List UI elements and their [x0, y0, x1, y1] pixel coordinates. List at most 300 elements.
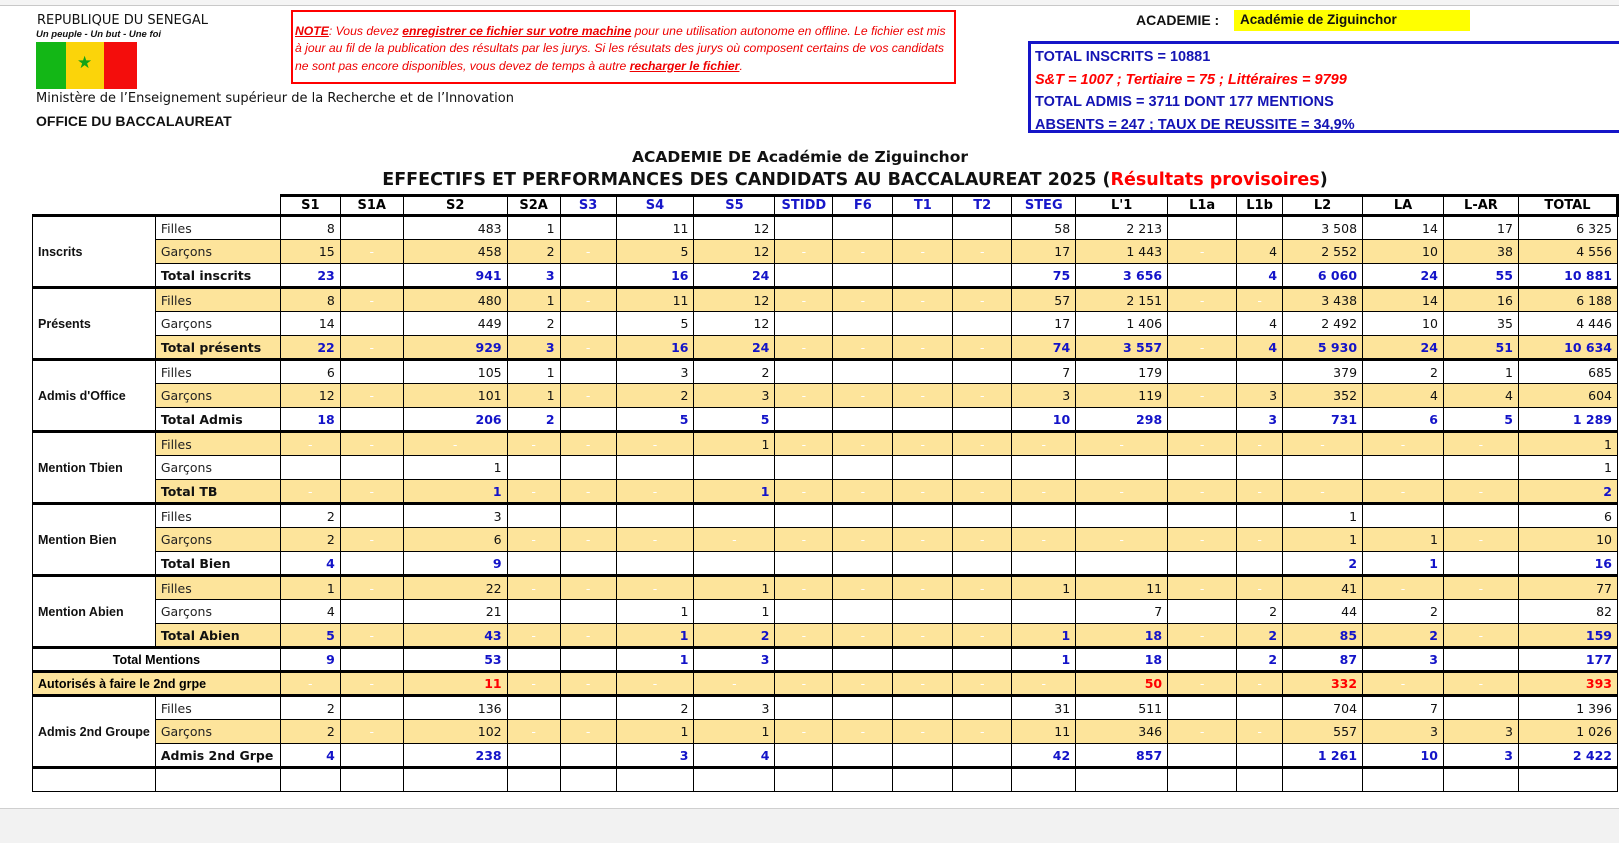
cell-s1a: - — [340, 480, 403, 504]
cell-l1a — [1168, 600, 1237, 624]
cell-l1a: - — [1168, 480, 1237, 504]
cell-s1: 4 — [280, 600, 340, 624]
cell-total: 177 — [1518, 648, 1617, 672]
cell-s4 — [616, 504, 694, 528]
cell-s1: 2 — [280, 528, 340, 552]
cell-stidd: - — [775, 672, 833, 696]
row-label: Total présents — [155, 336, 280, 360]
cell-la: 14 — [1363, 288, 1444, 312]
autorises-label: Autorisés à faire le 2nd grpe — [33, 672, 281, 696]
row-label: Garçons — [155, 240, 280, 264]
cell-l2: 85 — [1283, 624, 1363, 648]
cell-s1: 12 — [280, 384, 340, 408]
cell-stidd: - — [775, 576, 833, 600]
column-header-t1: T1 — [893, 196, 953, 216]
cell-l1b: - — [1237, 528, 1283, 552]
note-text: pour une utilisation autonome en offline. Le fichier est mis à jour au fil de la publication des résultats par les jurys. Si les résutats des jurys où composent certains de vos candidats ne sont pas encore disponibles, vous devez de temps à autre — [295, 24, 946, 73]
row-label: Filles — [155, 360, 280, 384]
column-header-l1a: L1a — [1168, 196, 1237, 216]
cell-l1: 119 — [1076, 384, 1168, 408]
cell-s3: - — [560, 288, 616, 312]
cell-f6 — [833, 312, 893, 336]
cell-l2 — [1283, 456, 1363, 480]
table-row — [33, 480, 1618, 504]
cell-stidd: - — [775, 288, 833, 312]
cell-s2a: 3 — [507, 336, 560, 360]
cell — [953, 768, 1012, 792]
cell-s1a — [340, 552, 403, 576]
table-row — [33, 432, 1618, 456]
cell-s1a: - — [340, 576, 403, 600]
cell-l1: 18 — [1076, 624, 1168, 648]
cell-s4: - — [616, 432, 694, 456]
cell-s4: 5 — [616, 312, 694, 336]
table-row-partial — [33, 768, 1618, 792]
cell-s2: 101 — [403, 384, 507, 408]
cell-lar: - — [1443, 624, 1518, 648]
cell-l2: 6 060 — [1283, 264, 1363, 288]
cell-s1: 9 — [280, 648, 340, 672]
cell-l1: 511 — [1076, 696, 1168, 720]
cell — [507, 768, 560, 792]
cell-l1: - — [1076, 432, 1168, 456]
cell-s2: 136 — [403, 696, 507, 720]
row-label: Total Bien — [155, 552, 280, 576]
cell-steg: - — [1012, 672, 1076, 696]
cell-t1 — [893, 216, 953, 240]
cell-s1a: - — [340, 240, 403, 264]
table-row — [33, 264, 1618, 288]
row-label: Garçons — [155, 384, 280, 408]
cell-s1a — [340, 600, 403, 624]
total-mentions-row — [33, 648, 1618, 672]
cell-l2: 87 — [1283, 648, 1363, 672]
cell-s4: 5 — [616, 240, 694, 264]
window-top-border — [0, 0, 1619, 6]
cell-f6 — [833, 408, 893, 432]
cell-s1a — [340, 408, 403, 432]
cell-s2a: - — [507, 528, 560, 552]
cell-steg: 1 — [1012, 576, 1076, 600]
cell-l1 — [1076, 504, 1168, 528]
cell-s1a — [340, 312, 403, 336]
cell-l1b: 2 — [1237, 600, 1283, 624]
cell-la: 6 — [1363, 408, 1444, 432]
cell-s1a: - — [340, 288, 403, 312]
cell-lar — [1443, 648, 1518, 672]
office-name: OFFICE DU BACCALAUREAT — [36, 113, 232, 129]
cell-s1: 15 — [280, 240, 340, 264]
cell-l1a: - — [1168, 384, 1237, 408]
group-label: Mention Abien — [33, 576, 156, 648]
cell-s5: 4 — [694, 744, 775, 768]
cell-t2: - — [953, 240, 1012, 264]
cell-stidd — [775, 504, 833, 528]
cell-l1a: - — [1168, 240, 1237, 264]
cell-steg: 31 — [1012, 696, 1076, 720]
cell-l1a: - — [1168, 336, 1237, 360]
cell-l1b — [1237, 456, 1283, 480]
column-header-s3: S3 — [560, 196, 616, 216]
cell-t2 — [953, 552, 1012, 576]
cell-total: 77 — [1518, 576, 1617, 600]
cell-l1 — [1076, 456, 1168, 480]
cell-total: 2 422 — [1518, 744, 1617, 768]
cell-s3 — [560, 408, 616, 432]
cell-lar: 1 — [1443, 360, 1518, 384]
cell-lar: - — [1443, 576, 1518, 600]
row-label: Filles — [155, 696, 280, 720]
cell-s2: 102 — [403, 720, 507, 744]
cell-la: - — [1363, 432, 1444, 456]
cell-l1a: - — [1168, 528, 1237, 552]
cell-t2 — [953, 456, 1012, 480]
cell-s2a: - — [507, 576, 560, 600]
cell-s4: - — [616, 480, 694, 504]
cell-s2: 480 — [403, 288, 507, 312]
cell-t2: - — [953, 720, 1012, 744]
cell-lar: 3 — [1443, 744, 1518, 768]
cell-s2: 483 — [403, 216, 507, 240]
table-row — [33, 408, 1618, 432]
cell-la: 7 — [1363, 696, 1444, 720]
cell-s2: 53 — [403, 648, 507, 672]
cell-s2a — [507, 552, 560, 576]
table-row — [33, 384, 1618, 408]
cell-s3 — [560, 648, 616, 672]
cell-l1b: - — [1237, 480, 1283, 504]
cell-s1a: - — [340, 720, 403, 744]
cell-s3 — [560, 600, 616, 624]
cell-s5: 2 — [694, 624, 775, 648]
cell — [1283, 768, 1363, 792]
cell-total: 1 — [1518, 456, 1617, 480]
cell-s2a — [507, 504, 560, 528]
cell-s3: - — [560, 720, 616, 744]
row-label: Filles — [155, 576, 280, 600]
cell-t1 — [893, 264, 953, 288]
cell — [616, 768, 694, 792]
cell-t1 — [893, 408, 953, 432]
cell-total: 6 188 — [1518, 288, 1617, 312]
table-row — [33, 456, 1618, 480]
cell-s2a: 1 — [507, 288, 560, 312]
cell-steg: 1 — [1012, 648, 1076, 672]
column-header-lar: L-AR — [1443, 196, 1518, 216]
cell-s2: 941 — [403, 264, 507, 288]
cell-t2: - — [953, 288, 1012, 312]
cell-s1a: - — [340, 672, 403, 696]
cell-f6 — [833, 216, 893, 240]
row-label: Garçons — [155, 600, 280, 624]
cell-s5: 24 — [694, 264, 775, 288]
group-label: Admis d'Office — [33, 360, 156, 432]
cell-s5: 3 — [694, 696, 775, 720]
cell-s2: 11 — [403, 672, 507, 696]
cell-t1 — [893, 360, 953, 384]
cell-t2: - — [953, 624, 1012, 648]
cell-s4: - — [616, 528, 694, 552]
cell-l1: 857 — [1076, 744, 1168, 768]
cell-l2: 332 — [1283, 672, 1363, 696]
cell-stidd — [775, 600, 833, 624]
cell-s2: - — [403, 432, 507, 456]
cell-stidd: - — [775, 240, 833, 264]
cell-total: 10 881 — [1518, 264, 1617, 288]
cell-l1a — [1168, 360, 1237, 384]
academie-label: ACADEMIE : — [1136, 12, 1220, 28]
cell-la: 4 — [1363, 384, 1444, 408]
cell-s2a: 1 — [507, 360, 560, 384]
cell-s3: - — [560, 528, 616, 552]
table-row — [33, 336, 1618, 360]
cell-f6: - — [833, 432, 893, 456]
academie-heading: ACADEMIE DE Académie de Ziguinchor — [631, 148, 969, 166]
cell-f6: - — [833, 720, 893, 744]
cell-total: 1 — [1518, 432, 1617, 456]
cell-l1b: 4 — [1237, 264, 1283, 288]
cell-s1 — [280, 456, 340, 480]
cell-s5: 24 — [694, 336, 775, 360]
cell-l2: 557 — [1283, 720, 1363, 744]
cell-s5 — [694, 552, 775, 576]
cell-t1: - — [893, 336, 953, 360]
cell-f6: - — [833, 576, 893, 600]
cell-f6 — [833, 648, 893, 672]
cell-s4: 16 — [616, 264, 694, 288]
cell-s2a: - — [507, 624, 560, 648]
row-label: Filles — [155, 432, 280, 456]
cell-steg: - — [1012, 480, 1076, 504]
cell-lar — [1443, 552, 1518, 576]
cell-l1: 2 213 — [1076, 216, 1168, 240]
cell-t1 — [893, 504, 953, 528]
cell-s4: 1 — [616, 624, 694, 648]
cell-total: 1 289 — [1518, 408, 1617, 432]
provisional-label: Résultats provisoires — [1110, 170, 1320, 190]
table-row — [33, 528, 1618, 552]
cell-s1a — [340, 504, 403, 528]
cell-l1b: 4 — [1237, 240, 1283, 264]
cell-steg: 58 — [1012, 216, 1076, 240]
row-label: Garçons — [155, 720, 280, 744]
cell-f6: - — [833, 528, 893, 552]
cell-s2: 3 — [403, 504, 507, 528]
cell-t1: - — [893, 480, 953, 504]
table-row — [33, 216, 1618, 240]
cell-l1b: 3 — [1237, 384, 1283, 408]
cell-f6 — [833, 456, 893, 480]
cell-t2: - — [953, 672, 1012, 696]
group-label: Mention Bien — [33, 504, 156, 576]
cell-l1: 3 656 — [1076, 264, 1168, 288]
cell-steg: 10 — [1012, 408, 1076, 432]
cell-t1: - — [893, 384, 953, 408]
republic-title: REPUBLIQUE DU SENEGAL — [37, 13, 208, 28]
cell-t1: - — [893, 624, 953, 648]
cell-s5 — [694, 456, 775, 480]
cell-l1a: - — [1168, 624, 1237, 648]
cell-s1: 2 — [280, 504, 340, 528]
cell-s1: 2 — [280, 720, 340, 744]
cell-s4 — [616, 552, 694, 576]
cell-s3: - — [560, 480, 616, 504]
cell-la: 2 — [1363, 624, 1444, 648]
cell-l1: - — [1076, 480, 1168, 504]
cell-s5 — [694, 504, 775, 528]
cell-s2a: - — [507, 480, 560, 504]
table-row — [33, 240, 1618, 264]
row-label: Total Admis — [155, 408, 280, 432]
cell-steg — [1012, 456, 1076, 480]
cell-steg — [1012, 552, 1076, 576]
table-row — [33, 624, 1618, 648]
cell-l1a — [1168, 552, 1237, 576]
cell-s1: 8 — [280, 216, 340, 240]
cell-s2: 929 — [403, 336, 507, 360]
cell-t1: - — [893, 720, 953, 744]
cell-s5: 3 — [694, 384, 775, 408]
national-motto: Un peuple - Un but - Une foi — [36, 29, 162, 40]
group-label: Admis 2nd Groupe — [33, 696, 156, 768]
column-header-l1b: L1b — [1237, 196, 1283, 216]
cell-s4: 3 — [616, 744, 694, 768]
cell-t1 — [893, 600, 953, 624]
cell-f6 — [833, 600, 893, 624]
cell-f6: - — [833, 672, 893, 696]
cell-lar: - — [1443, 528, 1518, 552]
cell-s2a: 2 — [507, 408, 560, 432]
save-file-link[interactable]: enregistrer ce fichier sur votre machine — [402, 24, 632, 38]
cell-s2: 449 — [403, 312, 507, 336]
cell-t2 — [953, 360, 1012, 384]
cell-s5: 2 — [694, 360, 775, 384]
cell-l2: 41 — [1283, 576, 1363, 600]
reload-file-link[interactable]: recharger le fichier — [629, 58, 740, 73]
cell-l2: - — [1283, 480, 1363, 504]
cell-s2a: - — [507, 432, 560, 456]
summary-series-breakdown: S&T = 1007 ; Tertiaire = 75 ; Littéraires = 9799 — [1035, 71, 1347, 88]
cell-total: 10 634 — [1518, 336, 1617, 360]
cell-stidd: - — [775, 528, 833, 552]
cell — [1012, 768, 1076, 792]
cell-l1: 7 — [1076, 600, 1168, 624]
cell-la: 14 — [1363, 216, 1444, 240]
cell-s2a — [507, 696, 560, 720]
cell-t2 — [953, 648, 1012, 672]
cell-s1: - — [280, 672, 340, 696]
cell-s2a — [507, 648, 560, 672]
cell-stidd — [775, 408, 833, 432]
cell-steg — [1012, 504, 1076, 528]
cell-s5: 1 — [694, 432, 775, 456]
cell-s2: 206 — [403, 408, 507, 432]
cell-l1a — [1168, 504, 1237, 528]
cell-l2: 379 — [1283, 360, 1363, 384]
cell-l1 — [1076, 552, 1168, 576]
academie-value: Académie de Ziguinchor — [1234, 10, 1470, 31]
cell-s3 — [560, 456, 616, 480]
cell-t1 — [893, 744, 953, 768]
cell-s2a — [507, 744, 560, 768]
table-row — [33, 696, 1618, 720]
cell-lar — [1443, 600, 1518, 624]
table-row — [33, 576, 1618, 600]
cell — [280, 768, 340, 792]
cell-s4: 2 — [616, 696, 694, 720]
cell-l1a: - — [1168, 288, 1237, 312]
cell-s5: 12 — [694, 240, 775, 264]
note-label: NOTE — [295, 24, 329, 38]
column-header-l1: L'1 — [1076, 196, 1168, 216]
cell-f6: - — [833, 336, 893, 360]
cell-t2 — [953, 408, 1012, 432]
cell-t1 — [893, 696, 953, 720]
cell-f6 — [833, 264, 893, 288]
cell-la — [1363, 504, 1444, 528]
cell-l1a — [1168, 648, 1237, 672]
cell-f6: - — [833, 384, 893, 408]
cell-s3 — [560, 264, 616, 288]
cell-stidd: - — [775, 432, 833, 456]
note-text: : Vous devez — [328, 24, 403, 38]
cell-steg: 3 — [1012, 384, 1076, 408]
cell — [1076, 768, 1168, 792]
cell-l2: 2 492 — [1283, 312, 1363, 336]
cell-total: 4 556 — [1518, 240, 1617, 264]
cell-s1: 14 — [280, 312, 340, 336]
cell-lar: 4 — [1443, 384, 1518, 408]
cell-s3: - — [560, 240, 616, 264]
summary-total-inscrits: TOTAL INSCRITS = 10881 — [1035, 49, 1211, 65]
cell-s3: - — [560, 624, 616, 648]
cell-f6: - — [833, 624, 893, 648]
cell-stidd — [775, 264, 833, 288]
cell-l2: - — [1283, 432, 1363, 456]
summary-total-admis: TOTAL ADMIS = 3711 DONT 177 MENTIONS — [1035, 94, 1334, 110]
cell-stidd: - — [775, 624, 833, 648]
cell-s1: 4 — [280, 552, 340, 576]
cell-steg: 74 — [1012, 336, 1076, 360]
cell-l2: 352 — [1283, 384, 1363, 408]
table-row — [33, 360, 1618, 384]
cell-s2a — [507, 456, 560, 480]
cell-s1: - — [280, 432, 340, 456]
cell-s1a: - — [340, 384, 403, 408]
table-row — [33, 552, 1618, 576]
cell-f6: - — [833, 480, 893, 504]
cell-s1: 4 — [280, 744, 340, 768]
cell-s2: 458 — [403, 240, 507, 264]
cell — [560, 768, 616, 792]
cell-t2: - — [953, 528, 1012, 552]
cell-lar: - — [1443, 672, 1518, 696]
column-header-s4: S4 — [616, 196, 694, 216]
cell-t2: - — [953, 576, 1012, 600]
cell-l2: 5 930 — [1283, 336, 1363, 360]
cell-s2: 1 — [403, 480, 507, 504]
cell-f6: - — [833, 288, 893, 312]
cell-s2a: 1 — [507, 384, 560, 408]
cell-s1a — [340, 648, 403, 672]
cell-total: 393 — [1518, 672, 1617, 696]
cell-l1b — [1237, 744, 1283, 768]
offline-note — [291, 10, 956, 84]
cell-s3: - — [560, 432, 616, 456]
cell-l1: 298 — [1076, 408, 1168, 432]
cell-l1a — [1168, 312, 1237, 336]
cell-l2: 1 261 — [1283, 744, 1363, 768]
